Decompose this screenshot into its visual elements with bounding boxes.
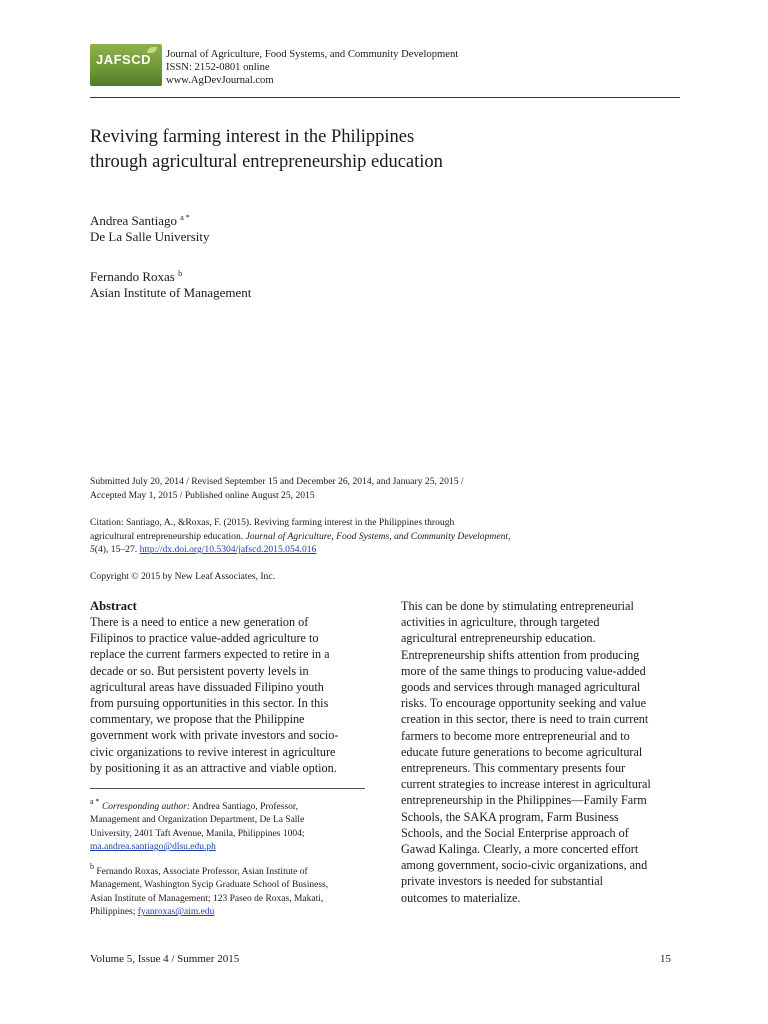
citation-volume: 5 bbox=[90, 544, 95, 555]
footnote-a bbox=[90, 795, 367, 855]
title-line-1: Reviving farming interest in the Philippines bbox=[90, 127, 415, 147]
submission-line-1: Submitted July 20, 2014 / Revised September 15 and December 26, 2014, and January 25, 2015 / bbox=[90, 476, 464, 487]
abstract-left-line: government work with private investors and socio- bbox=[90, 728, 339, 743]
footnote-b-text-4: Philippines; bbox=[90, 907, 138, 918]
abstract-right-line: activities in agriculture, through targeted bbox=[401, 615, 600, 630]
footnote-b-mark: b bbox=[90, 862, 94, 871]
journal-website[interactable]: www.AgDevJournal.com bbox=[166, 75, 274, 86]
footnote-b bbox=[90, 860, 367, 920]
abstract-right-line: Gawad Kalinga. Clearly, a more concerted effort bbox=[401, 842, 639, 857]
issue-info: Volume 5, Issue 4 / Summer 2015 bbox=[90, 953, 240, 965]
author-1-affiliation: De La Salle University bbox=[90, 229, 210, 244]
footnote-b-line-1 bbox=[90, 860, 367, 879]
logo-text: JAFSCD bbox=[96, 52, 152, 67]
abstract-right-line: agricultural entrepreneurship education. bbox=[401, 631, 596, 646]
citation bbox=[90, 516, 570, 557]
author-2-mark: b bbox=[178, 269, 183, 278]
footnote-a-mark: a * bbox=[90, 797, 100, 806]
citation-line-3 bbox=[90, 543, 570, 557]
footnote-divider bbox=[90, 788, 365, 789]
abstract-left-line: There is a need to entice a new generation of bbox=[90, 615, 309, 629]
footnote-a-email[interactable]: ma.andrea.santiago@dlsu.edu.ph bbox=[90, 842, 216, 853]
copyright: Copyright © 2015 by New Leaf Associates, Inc. bbox=[90, 571, 276, 582]
submission-line-2: Accepted May 1, 2015 / Published online August 25, 2015 bbox=[90, 489, 315, 501]
footnote-a-line-1 bbox=[90, 795, 367, 814]
citation-issue-pages: (4), 15–27. bbox=[94, 544, 140, 555]
abstract-right-line: entrepreneurs. This commentary presents four bbox=[401, 761, 626, 776]
author-1-name: Andrea Santiago bbox=[90, 213, 178, 228]
footnote-a-label: Corresponding author: bbox=[101, 802, 190, 812]
abstract-left-line: decade or so. But persistent poverty levels in bbox=[90, 663, 309, 678]
abstract-left-line: replace the current farmers expected to retire in a bbox=[90, 647, 330, 662]
title-line-2: through agricultural entrepreneurship education bbox=[90, 152, 443, 172]
abstract-left-line: from pursuing opportunities in this sector. In this bbox=[90, 696, 329, 711]
abstract-right-line: farmers to become more entrepreneurial and to bbox=[401, 728, 630, 743]
abstract-right-line: This can be done by stimulating entrepreneurial bbox=[401, 599, 634, 613]
footnote-a-line-2: Management and Organization Department, De La Salle bbox=[90, 815, 305, 826]
abstract-right-line: creation in this sector, there is need to train current bbox=[401, 712, 649, 727]
footnote-a-text-1: Andrea Santiago, Professor, bbox=[190, 802, 299, 812]
abstract-right-line: risks. To encourage opportunity seeking and value bbox=[401, 696, 646, 711]
abstract-right-line: Schools, and the Social Enterprise approach of bbox=[401, 825, 629, 840]
abstract-right-line: educate future generations to become agricultural bbox=[401, 744, 643, 759]
author-2-affiliation: Asian Institute of Management bbox=[90, 285, 252, 300]
footnote-b-line-4 bbox=[90, 906, 367, 919]
footnote-b-email[interactable]: fyanroxas@aim.edu bbox=[137, 907, 215, 918]
abstract-right-line: Entrepreneurship shifts attention from producing bbox=[401, 647, 640, 662]
submission-dates bbox=[90, 475, 590, 502]
abstract-left-line: agricultural areas have dissuaded Filipino youth bbox=[90, 679, 324, 694]
journal-issn: ISSN: 2152-0801 online bbox=[166, 62, 270, 73]
footnote-b-line-2: Management, Washington Sycip Graduate School of Business, bbox=[90, 880, 329, 891]
citation-line-2 bbox=[90, 530, 570, 544]
abstract-right-line: Schools, the SAKA program, Farm Business bbox=[401, 809, 619, 824]
abstract-left-line: commentary, we propose that the Philippine bbox=[90, 712, 305, 727]
abstract-right-column bbox=[401, 598, 679, 906]
journal-name: Journal of Agriculture, Food Systems, and Community Development bbox=[166, 49, 459, 60]
footnote-b-line-3: Asian Institute of Management; 123 Paseo de Roxas, Makati, bbox=[90, 893, 324, 904]
abstract-right-line: among government, socio-civic organizations, and bbox=[401, 858, 648, 873]
abstract-right-line: private investors is needed for substantial bbox=[401, 874, 604, 889]
abstract-right-line: current strategies to increase interest in agricultural bbox=[401, 777, 651, 792]
header-divider bbox=[90, 97, 680, 98]
page-number: 15 bbox=[660, 953, 671, 965]
abstract-heading: Abstract bbox=[90, 599, 137, 613]
doi-link[interactable]: http://dx.doi.org/10.5304/jafscd.2015.054.016 bbox=[139, 544, 317, 555]
abstract-right-line: more of the same things to producing value-added bbox=[401, 663, 646, 678]
journal-info bbox=[166, 48, 458, 87]
abstract-right-line: entrepreneurship in the Philippines—Family Farm bbox=[401, 793, 647, 808]
footnote-b-text-1: Fernando Roxas, Associate Professor, Asian Institute of bbox=[94, 867, 308, 877]
abstract-left-line: Filipinos to practice value-added agriculture to bbox=[90, 631, 319, 646]
abstract-left-line: civic organizations to revive interest in agriculture bbox=[90, 744, 336, 759]
citation-line-1: Citation: Santiago, A., &Roxas, F. (2015). Reviving farming interest in the Philippines through bbox=[90, 517, 455, 528]
author-1-mark: a * bbox=[180, 213, 190, 222]
abstract-right-line: goods and services through managed agricultural bbox=[401, 680, 641, 695]
footnote-a-line-3: University, 2401 Taft Avenue, Manila, Philippines 1004; bbox=[90, 828, 305, 839]
abstract-left-column bbox=[90, 614, 367, 776]
citation-journal: Journal of Agriculture, Food Systems, and Community Development, bbox=[245, 530, 511, 542]
abstract-left-line: by positioning it as an attractive and viable option. bbox=[90, 760, 337, 775]
article-title bbox=[90, 125, 650, 175]
abstract-right-line: outcomes to materialize. bbox=[401, 890, 521, 905]
citation-plain: agricultural entrepreneurship education. bbox=[90, 530, 246, 542]
author-2-name: Fernando Roxas bbox=[90, 269, 175, 284]
